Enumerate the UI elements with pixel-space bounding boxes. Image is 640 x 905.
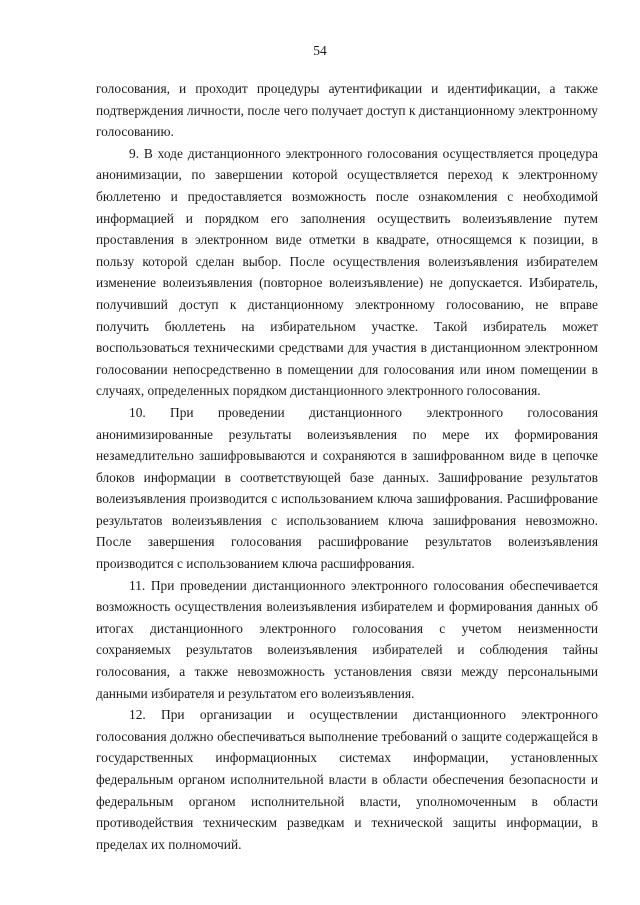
document-body xyxy=(96,78,598,855)
paragraph-item-10: 10. При проведении дистанционного электронного голосования анонимизированные результаты волеизъявления по мере их формирования незамедлительно зашифровываются и сохраняются в зашифрованном виде в цепочке блоков информации в соответствующей базе данных. Зашифрование результатов волеизъявления производится с использованием ключа зашифрования. Расшифрование результатов волеизъявления с использованием ключа зашифрования невозможно. После завершения голосования расшифрование результатов волеизъявления производится с использованием ключа расшифрования. xyxy=(96,404,598,572)
page-number: 54 xyxy=(313,43,327,58)
paragraph-item-11: 11. При проведении дистанционного электронного голосования обеспечивается возможность осуществления волеизъявления избирателем и формирования данных об итогах дистанционного электронного голосования с учетом неизменности сохраняемых результатов волеизъявления избирателей и соблюдения тайны голосования, а также невозможность установления связи между персональными данными избирателя и результатом его волеизъявления. xyxy=(96,577,598,701)
paragraph-continuation: голосования, и проходит процедуры аутентификации и идентификации, а также подтверждения личности, после чего получает доступ к дистанционному электронному голосованию. xyxy=(96,81,598,140)
paragraph-item-12: 12. При организации и осуществлении дистанционного электронного голосования должно обеспечиваться выполнение требований о защите содержащейся в государственных информационных системах информации, установленных федеральным органом исполнительной власти в области обеспечения безопасности и федеральным органом исполнительной власти, уполномоченным в области противодействия техническим разведкам и технической защиты информации, в пределах их полномочий. xyxy=(96,707,598,852)
paragraph-item-9: 9. В ходе дистанционного электронного голосования осуществляется процедура анонимизации, по завершении которой осуществляется переход к электронному бюллетеню и предоставляется возможность после ознакомления с необходимой информацией и порядком его заполнения осуществить волеизъявление путем проставления в электронном виде отметки в квадрате, относящемся к позиции, в пользу которой сделан выбор. После осуществления волеизъявления избирателем изменение волеизъявления (повторное волеизъявление) не допускается. Избиратель, получивший доступ к дистанционному электронному голосованию, не вправе получить бюллетень на избирательном участке. Такой избиратель может воспользоваться техническими средствами для участия в дистанционном электронном голосовании непосредственно в помещении для голосования или ином помещении в случаях, определенных порядком дистанционного электронного голосования. xyxy=(96,145,598,399)
